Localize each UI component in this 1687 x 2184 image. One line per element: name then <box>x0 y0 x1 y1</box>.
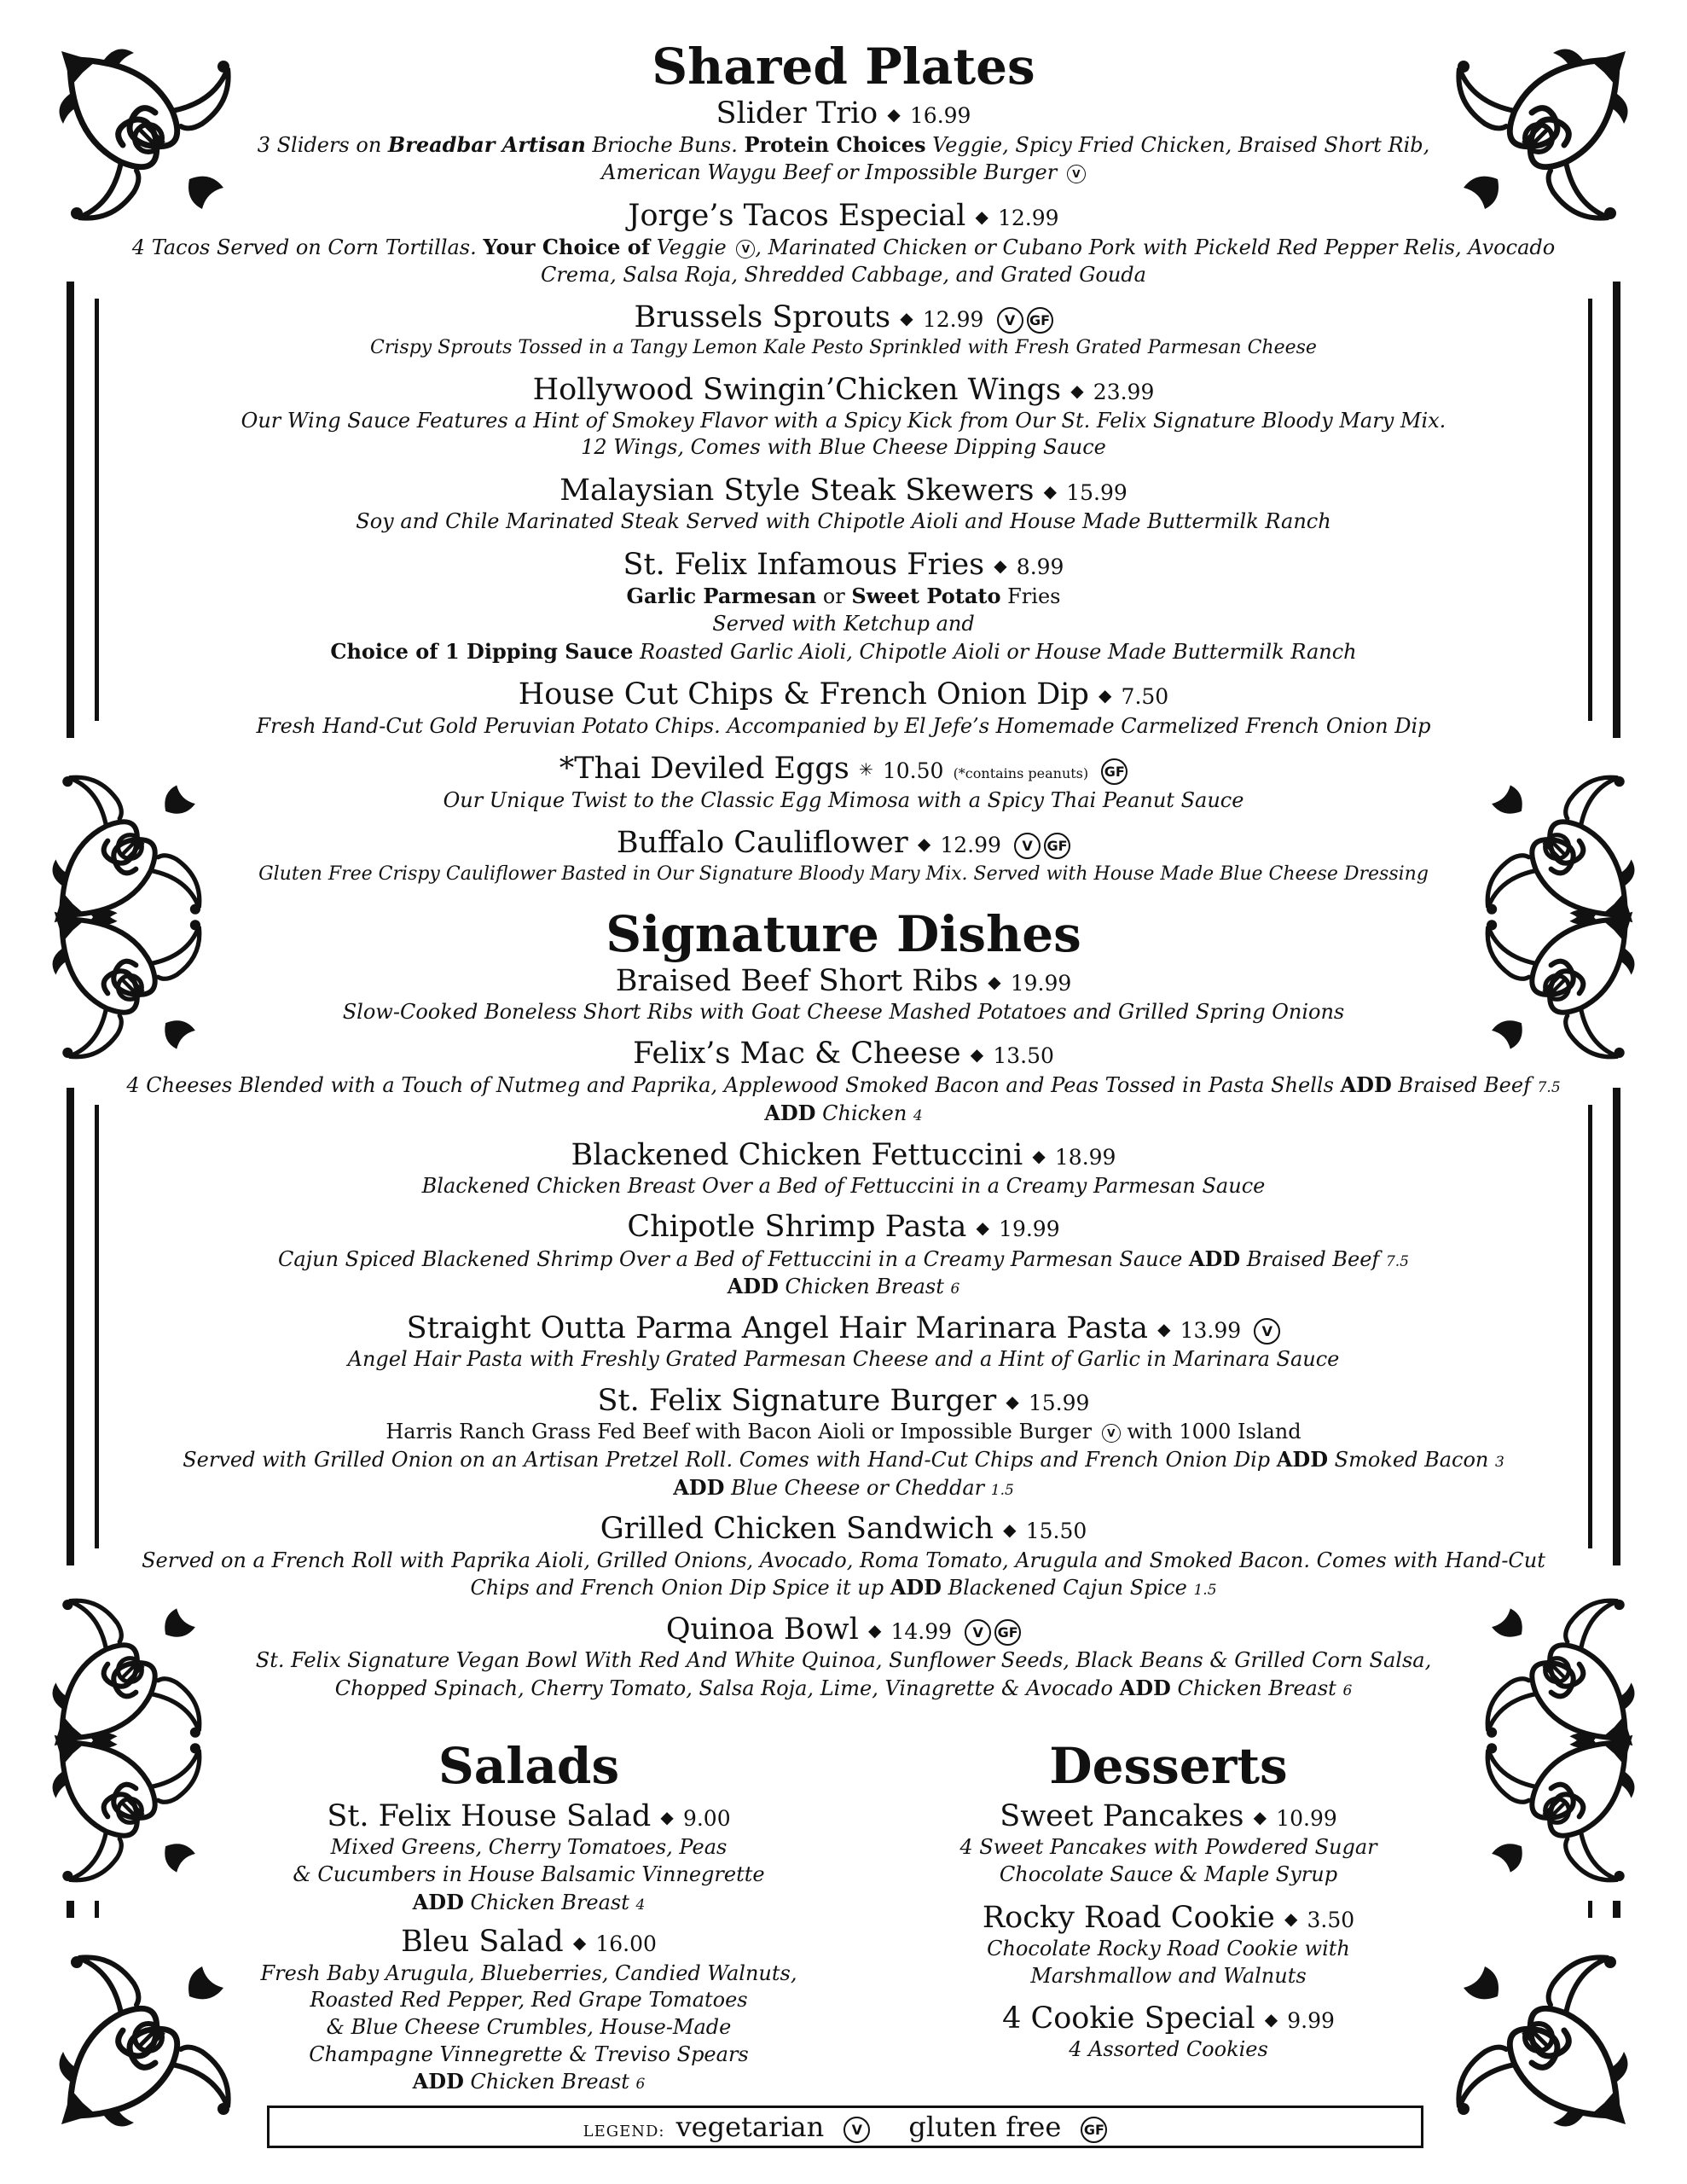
add-label: ADD <box>1119 1676 1171 1700</box>
desc-text: 4 Tacos Served on Corn Tortillas. <box>131 235 484 259</box>
desc-text: & Blue Cheese Crumbles, House-Made <box>326 2014 732 2039</box>
desc-text: Chocolate Rocky Road Cookie with <box>987 1936 1350 1960</box>
gluten-free-icon: GF <box>994 1619 1021 1646</box>
vegetarian-icon: V <box>1254 1318 1280 1345</box>
add-item: Blackened Cajun Spice <box>941 1576 1194 1600</box>
add-label: ADD <box>727 1274 779 1299</box>
desc-text: Served on a French Roll with Paprika Aioli, Grilled Onions, Avocado, Roma Tomato, Arugula and Smoked Bacon. Comes with Hand-Cut <box>142 1548 1545 1572</box>
add-item: Chicken Breast <box>1170 1676 1343 1700</box>
add-label: ADD <box>1276 1447 1329 1472</box>
border-line-left-outer-2 <box>67 1088 74 1565</box>
add-item: Chicken Breast <box>463 1890 636 1914</box>
desc-text: Cajun Spiced Blackened Shrimp Over a Bed of Fettuccini in a Creamy Parmesan Sauce <box>278 1246 1189 1271</box>
item-name: Chipotle Shrimp Pasta <box>627 1210 967 1245</box>
item-name: St. Felix Signature Burger <box>597 1384 997 1419</box>
menu-item-signature-burger: St. Felix Signature Burger ◆ 15.99 Harris Ranch Grass Fed Beef with Bacon Aioli or Impossible Burger V with 1000 Island Served with Grilled Onion on an Artisan Pretzel Roll. Comes with Hand-Cut Chips and French Onion Dip ADD Smoked Bacon 3 ADD Blue Cheese or Cheddar 1.5 <box>183 1384 1504 1500</box>
add-price: 1.5 <box>1193 1582 1217 1600</box>
vegetarian-icon: V <box>1014 833 1041 859</box>
menu-item-rocky-road-cookie: Rocky Road Cookie ◆ 3.50 Chocolate Rocky Road Cookie with Marshmallow and Walnuts <box>861 1901 1475 1990</box>
menu-item-steak-skewers: Malaysian Style Steak Skewers ◆ 15.99 Soy and Chile Marinated Steak Served with Chipotle Aioli and House Made Buttermilk Ranch <box>111 473 1576 536</box>
desc-text: Served with Ketchup and <box>712 612 975 636</box>
desc-text: Crema, Salsa Roja, Shredded Cabbage, and Grated Gouda <box>541 262 1146 287</box>
item-name: Quinoa Bowl <box>665 1612 859 1647</box>
add-item: Chicken Breast <box>778 1275 951 1299</box>
menu-item-shrimp-pasta: Chipotle Shrimp Pasta ◆ 19.99 Cajun Spiced Blackened Shrimp Over a Bed of Fettuccini in a Creamy Parmesan Sauce ADD Braised Beef 7.5 ADD Chicken Breast 6 <box>278 1210 1409 1299</box>
desc-text: Veggie, Spicy Fried Chicken, Braised Short Rib, <box>925 133 1430 158</box>
menu-item-chicken-fettuccini: Blackened Chicken Fettuccini ◆ 18.99 Blackened Chicken Breast Over a Bed of Fettuccini in a Creamy Parmesan Sauce <box>111 1138 1576 1200</box>
desc-text: Our Unique Twist to the Classic Egg Mimosa with a Spicy Thai Peanut Sauce <box>443 787 1244 812</box>
signature-dishes-section <box>111 905 1576 1703</box>
add-label: ADD <box>890 1575 942 1600</box>
border-line-right-inner <box>1588 299 1592 721</box>
menu-item-quinoa-bowl: Quinoa Bowl ◆ 14.99 V GF St. Felix Signature Vegan Bowl With Red And White Quinoa, Sunflower Seeds, Black Beans & Grilled Corn Salsa, Chopped Spinach, Cherry Tomato, Salsa Roja, Lime, Vinagrette & Avocado ADD Chicken Breast 6 <box>111 1612 1576 1703</box>
item-price: 12.99 <box>940 833 1001 858</box>
desc-bold: Sweet Potato <box>851 584 1001 609</box>
item-name: Sweet Pancakes <box>1000 1798 1244 1833</box>
item-price: 12.99 <box>922 307 984 333</box>
item-name: Bleu Salad <box>401 1925 564 1960</box>
vegetarian-icon: V <box>736 240 755 258</box>
add-price: 6 <box>1342 1682 1353 1699</box>
legend-gluten-free: gluten free <box>908 2111 1062 2143</box>
desc-text: Soy and Chile Marinated Steak Served with Chipotle Aioli and House Made Buttermilk Ranch <box>356 509 1331 534</box>
add-label: ADD <box>412 2069 464 2094</box>
desc-text: Mixed Greens, Cherry Tomatoes, Peas <box>330 1835 728 1860</box>
desc-text: Roasted Garlic Aioli, Chipotle Aioli or House Made Buttermilk Ranch <box>633 639 1357 664</box>
item-price: 10.50 <box>882 758 944 784</box>
desc-text: 4 Cheeses Blended with a Touch of Nutmeg and Paprika, Applewood Smoked Bacon and Peas Tossed in Pasta Shells <box>126 1073 1341 1098</box>
item-name: Blackened Chicken Fettuccini <box>571 1137 1023 1172</box>
add-item: Chicken <box>815 1101 913 1125</box>
desserts-title: Desserts <box>1049 1737 1288 1795</box>
shared-plates-title: Shared Plates <box>652 38 1035 96</box>
item-name: Hollywood Swingin’Chicken Wings <box>532 372 1062 407</box>
menu-item-brussels-sprouts: Brussels Sprouts ◆ 12.99 V GF Crispy Sprouts Tossed in a Tangy Lemon Kale Pesto Sprinkled with Fresh Grated Parmesan Cheese <box>111 300 1576 360</box>
ornament-lower-right-bottom-icon <box>1470 1728 1640 1898</box>
desc-text: Blackened Chicken Breast Over a Bed of Fettuccini in a Creamy Parmesan Sauce <box>421 1173 1266 1198</box>
add-price: 6 <box>635 2076 646 2094</box>
item-price: 16.00 <box>595 1931 657 1957</box>
item-name: Felix’s Mac & Cheese <box>633 1036 961 1071</box>
add-item: Braised Beef <box>1240 1246 1386 1271</box>
item-name: Grilled Chicken Sandwich <box>600 1512 994 1547</box>
desc-text: 4 Assorted Cookies <box>1069 2037 1268 2062</box>
item-name: Brussels Sprouts <box>634 300 891 335</box>
item-name: House Cut Chips & French Onion Dip <box>518 677 1089 712</box>
gluten-free-icon: GF <box>1081 2117 1107 2143</box>
border-line-left-outer <box>67 282 74 738</box>
item-price: 9.99 <box>1287 2008 1335 2034</box>
desc-text: St. Felix Signature Vegan Bowl With Red And White Quinoa, Sunflower Seeds, Black Beans & Grilled Corn Salsa, <box>255 1648 1432 1673</box>
desc-bold: Garlic Parmesan <box>626 584 817 609</box>
border-line-right-outer-2 <box>1613 1088 1620 1565</box>
menu-item-chicken-sandwich: Grilled Chicken Sandwich ◆ 15.50 Served on a French Roll with Paprika Aioli, Grilled Onions, Avocado, Roma Tomato, Arugula and Smoked Bacon. Comes with Hand-Cut Chips and French Onion Dip Spice it up ADD Blackened Cajun Spice 1.5 <box>111 1512 1576 1602</box>
add-label: ADD <box>764 1100 816 1125</box>
menu-item-house-salad: St. Felix House Salad ◆ 9.00 Mixed Greens, Cherry Tomatoes, Peas & Cucumbers in House Balsamic Vinnegrette ADD Chicken Breast 4 <box>188 1799 870 1916</box>
border-dot-right-1 <box>1588 1901 1592 1918</box>
add-label: ADD <box>673 1474 725 1500</box>
desc-text: Chocolate Sauce & Maple Syrup <box>999 1862 1338 1886</box>
item-name: St. Felix Infamous Fries <box>623 548 985 583</box>
add-item: Blue Cheese or Cheddar <box>724 1475 991 1500</box>
desc-text: 3 Sliders on <box>257 133 388 158</box>
border-dot-right-2 <box>1613 1901 1620 1918</box>
desc-text: American Waygu Beef or Impossible Burger <box>601 160 1058 184</box>
desc-text: 4 Sweet Pancakes with Powdered Sugar <box>959 1835 1377 1860</box>
add-price: 7.5 <box>1385 1252 1409 1270</box>
desserts-section <box>861 1737 1475 2064</box>
menu-item-deviled-eggs <box>111 752 1576 814</box>
desc-text: Crispy Sprouts Tossed in a Tangy Lemon Kale Pesto Sprinkled with Fresh Grated Parmesan Cheese <box>370 337 1317 359</box>
desc-text: Veggie <box>650 235 733 259</box>
border-line-right-inner-2 <box>1588 1105 1592 1548</box>
item-price: 19.99 <box>1010 970 1072 996</box>
desc-text: 12 Wings, Comes with Blue Cheese Dipping Sauce <box>581 435 1106 460</box>
item-name: Braised Beef Short Ribs <box>615 963 979 998</box>
shared-plates-section <box>111 38 1576 886</box>
item-price: 23.99 <box>1093 379 1155 404</box>
menu-item-tacos: Jorge’s Tacos Especial ◆ 12.99 4 Tacos Served on Corn Tortillas. Your Choice of Veggie V , Marinated Chicken or Cubano Pork with Pickeld Red Pepper Relis, Avocado Crema, Salsa Roja, Shredded Cabbage, and Grated Gouda <box>111 199 1576 289</box>
item-price: 15.99 <box>1066 480 1128 506</box>
item-price: 13.99 <box>1180 1318 1242 1344</box>
legend-box <box>267 2106 1423 2148</box>
legend-vegetarian: vegetarian <box>675 2111 825 2143</box>
vegetarian-icon: V <box>997 307 1023 334</box>
desc-bold: Breadbar Artisan <box>387 132 586 158</box>
star-icon: ✳ <box>858 759 873 781</box>
vegetarian-icon: V <box>1102 1424 1121 1443</box>
gluten-free-icon: GF <box>1044 833 1070 859</box>
desc-text: Served with Grilled Onion on an Artisan Pretzel Roll. Comes with Hand-Cut Chips and French Onion Dip <box>183 1448 1277 1472</box>
desc-text: Brioche Buns. <box>585 133 745 158</box>
item-price: 14.99 <box>890 1619 953 1645</box>
add-item: Smoked Bacon <box>1328 1448 1495 1472</box>
menu-item-cookie-special: 4 Cookie Special ◆ 9.99 4 Assorted Cookies <box>861 2001 1475 2064</box>
desc-text: Marshmallow and Walnuts <box>1030 1963 1307 1988</box>
item-price: 19.99 <box>999 1217 1060 1242</box>
salads-title: Salads <box>438 1737 620 1795</box>
desc-text: Fresh Hand-Cut Gold Peruvian Potato Chips. Accompanied by El Jefe’s Homemade Carmelized French Onion Dip <box>256 713 1431 738</box>
item-price: 12.99 <box>998 205 1059 230</box>
desc-text: & Cucumbers in House Balsamic Vinnegrette <box>293 1862 765 1886</box>
vegetarian-icon: V <box>1067 165 1086 183</box>
signature-dishes-title: Signature Dishes <box>606 905 1081 963</box>
item-price: 10.99 <box>1276 1805 1337 1831</box>
desc-text: Champagne Vinnegrette & Treviso Spears <box>309 2042 749 2066</box>
desc-text: Chopped Spinach, Cherry Tomato, Salsa Roja, Lime, Vinagrette & Avocado <box>334 1676 1120 1700</box>
salads-section <box>188 1737 870 2096</box>
desc-bold: Your Choice of <box>483 234 651 259</box>
vegetarian-icon: V <box>844 2117 870 2143</box>
item-name: 4 Cookie Special <box>1002 2001 1255 2036</box>
item-name: Slider Trio <box>716 96 878 131</box>
desc-bold: Protein Choices <box>744 132 926 158</box>
menu-item-slider-trio: Slider Trio ◆ 16.99 3 Sliders on Breadbar Artisan Brioche Buns. Protein Choices Veggie, Spicy Fried Chicken, Braised Short Rib, American Waygu Beef or Impossible Burger V <box>257 96 1430 184</box>
item-name: Buffalo Cauliflower <box>616 826 908 861</box>
add-price: 3 <box>1494 1454 1504 1472</box>
gluten-free-icon: GF <box>1027 307 1053 334</box>
add-price: 4 <box>913 1107 923 1124</box>
desc-text: , Marinated Chicken or Cubano Pork with Pickeld Red Pepper Relis, Avocado <box>755 235 1556 259</box>
desc-text: Gluten Free Crispy Cauliflower Basted in Our Signature Bloody Mary Mix. Served with House Made Blue Cheese Dressing <box>258 863 1429 885</box>
item-price: 18.99 <box>1054 1144 1116 1170</box>
item-name: Malaysian Style Steak Skewers <box>559 473 1035 508</box>
item-name: Straight Outta Parma Angel Hair Marinara Pasta <box>406 1311 1148 1346</box>
desc-text: with 1000 Island <box>1120 1420 1301 1444</box>
legend-label: LEGEND: <box>583 2123 665 2140</box>
border-dot-left-1 <box>67 1901 74 1918</box>
menu-item-sweet-pancakes: Sweet Pancakes ◆ 10.99 4 Sweet Pancakes with Powdered Sugar Chocolate Sauce & Maple Syrup <box>861 1799 1475 1889</box>
gluten-free-icon: GF <box>1101 758 1128 785</box>
desc-text: Angel Hair Pasta with Freshly Grated Parmesan Cheese and a Hint of Garlic in Marinara Sauce <box>347 1347 1340 1372</box>
add-label: ADD <box>1188 1246 1241 1271</box>
desc-text: Harris Ranch Grass Fed Beef with Bacon Aioli or Impossible Burger <box>386 1420 1099 1444</box>
item-price: 13.50 <box>993 1043 1054 1068</box>
desc-text: Slow-Cooked Boneless Short Ribs with Goat Cheese Mashed Potatoes and Grilled Spring Onions <box>342 1000 1345 1025</box>
item-price: 3.50 <box>1307 1907 1355 1932</box>
menu-item-marinara-pasta: Straight Outta Parma Angel Hair Marinara Pasta ◆ 13.99 V Angel Hair Pasta with Freshly Grated Parmesan Cheese and a Hint of Garlic in Marinara Sauce <box>111 1311 1576 1374</box>
menu-item-chips-dip: House Cut Chips & French Onion Dip ◆ 7.50 Fresh Hand-Cut Gold Peruvian Potato Chips. Accompanied by El Jefe’s Homemade Carmelized French Onion Dip <box>111 677 1576 740</box>
item-price: 15.50 <box>1025 1519 1087 1544</box>
add-item: Braised Beef <box>1391 1073 1538 1098</box>
item-name: Jorge’s Tacos Especial <box>628 198 966 233</box>
desc-text: Chips and French Onion Dip Spice it up <box>470 1576 890 1600</box>
add-item: Chicken Breast <box>463 2070 636 2094</box>
desc-text: Fries <box>1000 584 1061 609</box>
menu-item-bleu-salad: Bleu Salad ◆ 16.00 Fresh Baby Arugula, Blueberries, Candied Walnuts, Roasted Red Pepper, Red Grape Tomatoes & Blue Cheese Crumbles, House-Made Champagne Vinnegrette & Treviso Spears ADD Chicken Breast 6 <box>188 1925 870 2096</box>
item-name: Rocky Road Cookie <box>982 1900 1275 1935</box>
add-label: ADD <box>412 1889 464 1914</box>
desc-text: Our Wing Sauce Features a Hint of Smokey Flavor with a Spicy Kick from Our St. Felix Signature Bloody Mary Mix. <box>241 408 1446 433</box>
border-dot-left-2 <box>95 1901 99 1918</box>
desc-bold: Choice of 1 Dipping Sauce <box>330 638 634 664</box>
menu-item-short-ribs: Braised Beef Short Ribs ◆ 19.99 Slow-Cooked Boneless Short Ribs with Goat Cheese Mashed Potatoes and Grilled Spring Onions <box>111 964 1576 1026</box>
peanut-note: (*contains peanuts) <box>953 765 1089 782</box>
item-price: 9.00 <box>682 1805 731 1831</box>
desc-text: Fresh Baby Arugula, Blueberries, Candied Walnuts, <box>260 1960 797 1985</box>
menu-item-infamous-fries: St. Felix Infamous Fries ◆ 8.99 Garlic Parmesan or Sweet Potato Fries Served with Ketchup and Choice of 1 Dipping Sauce Roasted Garlic Aioli, Chipotle Aioli or House Made Buttermilk Ranch <box>111 548 1576 665</box>
vegetarian-icon: V <box>965 1619 991 1646</box>
add-price: 6 <box>950 1281 960 1298</box>
desc-text: Roasted Red Pepper, Red Grape Tomatoes <box>310 1988 748 2013</box>
menu-item-buffalo-cauliflower: Buffalo Cauliflower ◆ 12.99 V GF Gluten Free Crispy Cauliflower Basted in Our Signature Bloody Mary Mix. Served with House Made Blue Cheese Dressing <box>111 826 1576 886</box>
add-label: ADD <box>1340 1072 1392 1098</box>
desc-text: or <box>816 584 852 609</box>
menu-item-mac-cheese: Felix’s Mac & Cheese ◆ 13.50 4 Cheeses Blended with a Touch of Nutmeg and Paprika, Applewood Smoked Bacon and Peas Tossed in Pasta Shells ADD Braised Beef 7.5 ADD Chicken 4 <box>126 1036 1561 1125</box>
add-price: 4 <box>635 1896 646 1914</box>
border-line-left-inner <box>95 299 99 721</box>
item-price: 15.99 <box>1028 1391 1090 1416</box>
add-price: 1.5 <box>990 1481 1014 1499</box>
item-name: St. Felix House Salad <box>327 1798 652 1833</box>
item-price: 16.99 <box>909 102 971 128</box>
border-line-right-outer <box>1613 282 1620 738</box>
item-name: *Thai Deviled Eggs <box>559 752 849 787</box>
add-price: 7.5 <box>1537 1079 1561 1097</box>
item-price: 8.99 <box>1016 555 1064 580</box>
menu-item-chicken-wings: Hollywood Swingin’Chicken Wings ◆ 23.99 Our Wing Sauce Features a Hint of Smokey Flavor with a Spicy Kick from Our St. Felix Signature Bloody Mary Mix. 12 Wings, Comes with Blue Cheese Dipping Sauce <box>111 373 1576 462</box>
border-line-left-inner-2 <box>95 1105 99 1548</box>
item-price: 7.50 <box>1121 684 1169 710</box>
